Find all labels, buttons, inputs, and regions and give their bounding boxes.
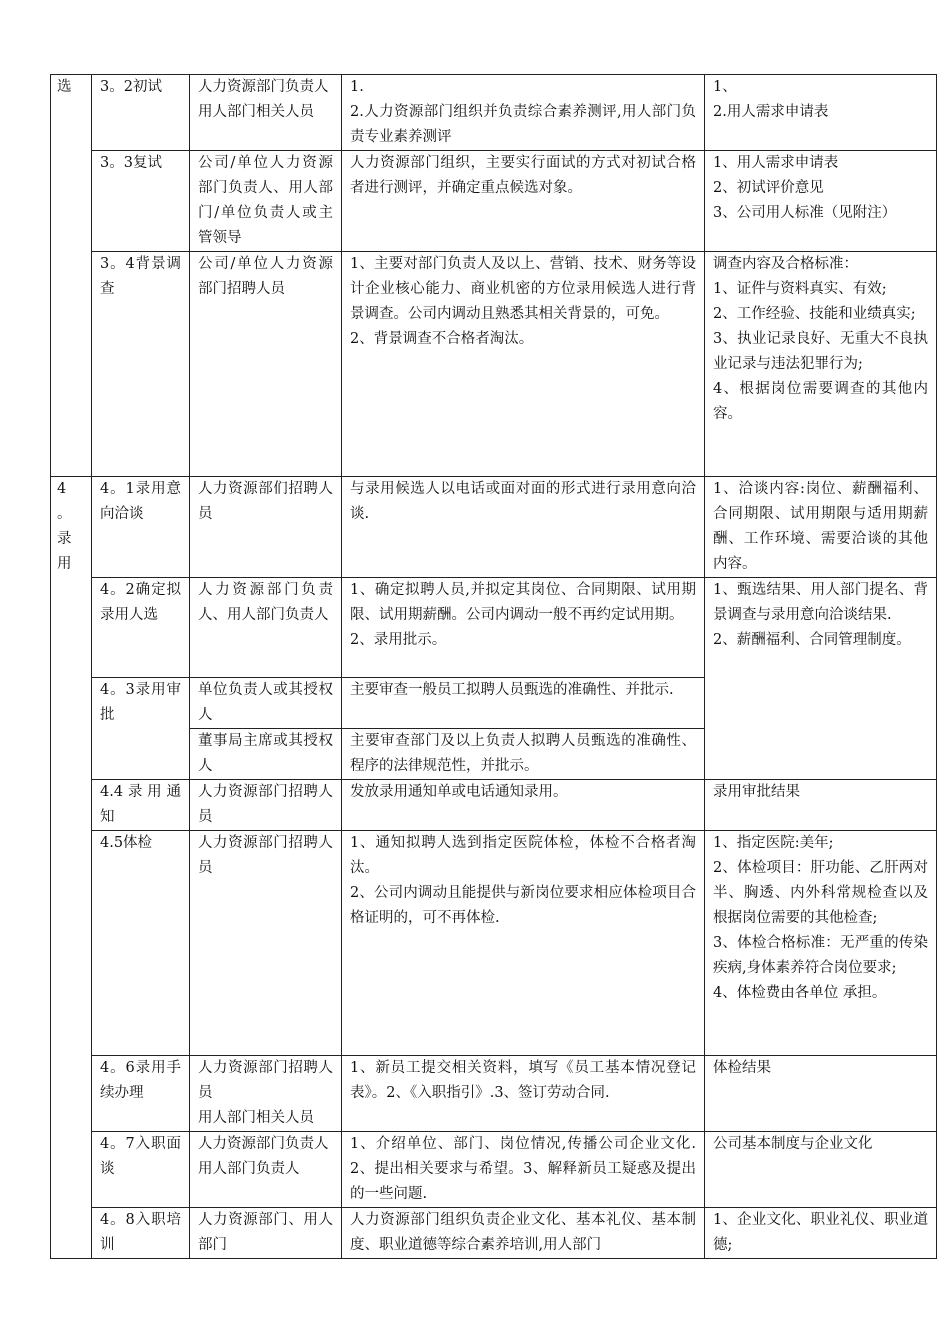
description-cell: 人力资源部门组织，主要实行面试的方式对初试合格者进行测评，并确定重点候选对象。 bbox=[342, 151, 705, 252]
table-row bbox=[51, 1208, 937, 1259]
basis-cell: 1、用人需求申请表 2、初试评价意见 3、公司用人标准（见附注） bbox=[705, 151, 937, 252]
step-cell: 4。3录用审批 bbox=[92, 678, 190, 780]
basis-cell: 1、企业文化、职业礼仪、职业道德; bbox=[705, 1208, 937, 1259]
step-cell: 4.5体检 bbox=[92, 831, 190, 1056]
step-cell: 4。8入职培训 bbox=[92, 1208, 190, 1259]
description-cell: 1. 2.人力资源部门组织并负责综合素养测评,用人部门负责专业素养测评 bbox=[342, 75, 705, 151]
recruitment-process-table bbox=[50, 74, 937, 1259]
table-row bbox=[51, 1056, 937, 1132]
responsible-cell: 人力资源部们招聘人员 bbox=[190, 477, 342, 578]
responsible-cell: 董事局主席或其授权人 bbox=[190, 729, 342, 780]
responsible-cell: 人力资源部门负责人 用人部门负责人 bbox=[190, 1132, 342, 1208]
step-cell: 4。7入职面谈 bbox=[92, 1132, 190, 1208]
description-cell: 主要审查部门及以上负责人拟聘人员甄选的准确性、程序的法律规范性，并批示。 bbox=[342, 729, 705, 780]
step-cell: 3。3复试 bbox=[92, 151, 190, 252]
description-cell: 人力资源部门组织负责企业文化、基本礼仪、基本制度、职业道德等综合素养培训,用人部门 bbox=[342, 1208, 705, 1259]
responsible-cell: 人力资源部门负责人 用人部门相关人员 bbox=[190, 75, 342, 151]
table-row bbox=[51, 75, 937, 151]
responsible-cell: 人力资源部门招聘人员 bbox=[190, 780, 342, 831]
table-row bbox=[51, 831, 937, 1056]
table-row bbox=[51, 578, 937, 678]
step-cell: 4。1录用意向洽谈 bbox=[92, 477, 190, 578]
stage-cell-hire: 4 。 录 用 bbox=[51, 477, 92, 1259]
description-cell: 1、确定拟聘人员,并拟定其岗位、合同期限、试用期限、试用期薪酬。公司内调动一般不再约定试用期。 2、录用批示。 bbox=[342, 578, 705, 678]
responsible-cell: 单位负责人或其授权人 bbox=[190, 678, 342, 729]
basis-cell: 录用审批结果 bbox=[705, 780, 937, 831]
table-row bbox=[51, 1132, 937, 1208]
table-row bbox=[51, 151, 937, 252]
table-row bbox=[51, 252, 937, 477]
description-cell: 1、新员工提交相关资料，填写《员工基本情况登记表》。2、《入职指引》.3、签订劳动合同. bbox=[342, 1056, 705, 1132]
responsible-cell: 人力资源部门负责人、用人部门负责人 bbox=[190, 578, 342, 678]
basis-cell: 1、洽谈内容:岗位、薪酬福利、合同期限、试用期限与适用期薪酬、工作环境、需要洽谈的其他内容。 bbox=[705, 477, 937, 578]
basis-cell: 1、指定医院:美年; 2、体检项目：肝功能、乙肝两对半、胸透、内外科常规检查以及根据岗位需要的其他检查; 3、体检合格标准：无严重的传染疾病,身体素养符合岗位要求; 4、体检费由各单位 承担。 bbox=[705, 831, 937, 1056]
description-cell: 1、通知拟聘人选到指定医院体检，体检不合格者淘汰。 2、公司内调动且能提供与新岗位要求相应体检项目合格证明的，可不再体检. bbox=[342, 831, 705, 1056]
step-cell: 4.4录用通知 bbox=[92, 780, 190, 831]
responsible-cell: 公司/单位人力资源部门招聘人员 bbox=[190, 252, 342, 477]
basis-cell: 1、甄选结果、用人部门提名、背景调查与录用意向洽谈结果. 2、薪酬福利、合同管理制度。 bbox=[705, 578, 937, 780]
description-cell: 1、介绍单位、部门、岗位情况,传播公司企业文化.2、提出相关要求与希望。3、解释新员工疑惑及提出的一些问题. bbox=[342, 1132, 705, 1208]
table-row bbox=[51, 780, 937, 831]
description-cell: 1、主要对部门负责人及以上、营销、技术、财务等设计企业核心能力、商业机密的方位录用候选人进行背景调查。公司内调动且熟悉其相关背景的，可免。 2、背景调查不合格者淘汰。 bbox=[342, 252, 705, 477]
responsible-cell: 人力资源部门招聘人员 用人部门相关人员 bbox=[190, 1056, 342, 1132]
description-cell: 与录用候选人以电话或面对面的形式进行录用意向洽谈. bbox=[342, 477, 705, 578]
table-row bbox=[51, 477, 937, 578]
basis-cell: 公司基本制度与企业文化 bbox=[705, 1132, 937, 1208]
step-cell: 4。2确定拟录用人选 bbox=[92, 578, 190, 678]
step-cell: 4。6录用手续办理 bbox=[92, 1056, 190, 1132]
basis-cell: 1、 2.用人需求申请表 bbox=[705, 75, 937, 151]
responsible-cell: 人力资源部门招聘人员 bbox=[190, 831, 342, 1056]
basis-cell: 调查内容及合格标准： 1、证件与资料真实、有效; 2、工作经验、技能和业绩真实; 3、执业记录良好、无重大不良执业记录与违法犯罪行为; 4、根据岗位需要调查的其他内容。 bbox=[705, 252, 937, 477]
step-cell: 3。4背景调查 bbox=[92, 252, 190, 477]
stage-cell-select: 选 bbox=[51, 75, 92, 477]
basis-cell: 体检结果 bbox=[705, 1056, 937, 1132]
responsible-cell: 人力资源部门、用人部门 bbox=[190, 1208, 342, 1259]
description-cell: 发放录用通知单或电话通知录用。 bbox=[342, 780, 705, 831]
responsible-cell: 公司/单位人力资源部门负责人、用人部门/单位负责人或主管领导 bbox=[190, 151, 342, 252]
description-cell: 主要审查一般员工拟聘人员甄选的准确性、并批示. bbox=[342, 678, 705, 729]
step-cell: 3。2初试 bbox=[92, 75, 190, 151]
